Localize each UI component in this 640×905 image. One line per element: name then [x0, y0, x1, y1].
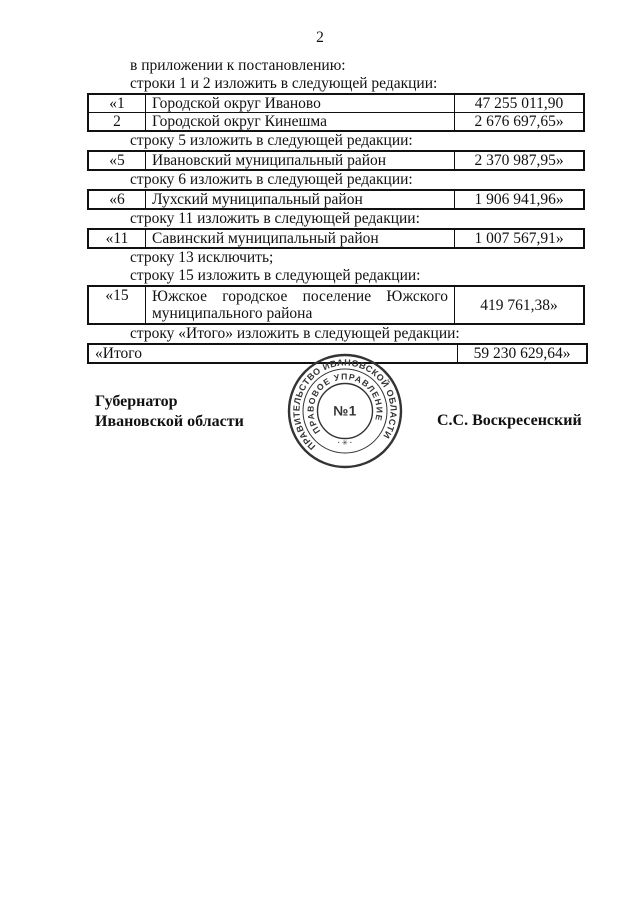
amendment-table-rows-1-2: [87, 93, 585, 132]
row-value-cell: 47 255 011,90: [455, 94, 585, 113]
row-name-cell: Городской округ Иваново: [146, 94, 455, 113]
table-row: [88, 151, 584, 170]
row-number-cell: «15: [88, 286, 146, 324]
amendment-table-row-6: [87, 189, 585, 210]
row-name-cell: Ивановский муниципальный район: [146, 151, 455, 170]
row-value-cell: 419 761,38»: [455, 286, 585, 324]
row-value-cell: 1 007 567,91»: [455, 229, 585, 248]
paragraph-amend-row-15: строку 15 изложить в следующей редакции:: [130, 267, 421, 284]
table-row: [88, 286, 584, 324]
stamp-number: №1: [333, 403, 357, 419]
paragraph-amend-row-6: строку 6 изложить в следующей редакции:: [130, 171, 413, 188]
paragraph-amend-total-row: строку «Итого» изложить в следующей редакции:: [130, 325, 460, 342]
amendment-table-row-5: [87, 150, 585, 171]
row-number-cell: «11: [88, 229, 146, 248]
signature-name: С.С. Воскресенский: [437, 412, 582, 429]
row-value-cell: 2 370 987,95»: [455, 151, 585, 170]
row-number-cell: «1: [88, 94, 146, 113]
row-name-cell: Лухский муниципальный район: [146, 190, 455, 209]
amendment-table-row-11: [87, 228, 585, 249]
table-row: [88, 113, 584, 132]
table-row: [88, 229, 584, 248]
total-label-cell: «Итого: [88, 344, 458, 363]
row-value-cell: 2 676 697,65»: [455, 113, 585, 132]
row-number-cell: «6: [88, 190, 146, 209]
paragraph-exclude-row-13: строку 13 исключить;: [130, 249, 274, 266]
signature-position-line2: Ивановской области: [95, 413, 244, 430]
page-number: 2: [316, 29, 324, 46]
stamp-inner-ring-text: ПРАВОВОЕ УПРАВЛЕНИЕ: [305, 371, 385, 436]
official-round-stamp: [285, 351, 405, 471]
stamp-outer-ring-text: ПРАВИТЕЛЬСТВО ИВАНОВСКОЙ ОБЛАСТИ: [291, 357, 399, 452]
paragraph-amend-rows-1-2: строки 1 и 2 изложить в следующей редакции:: [130, 75, 438, 92]
total-value-cell: 59 230 629,64»: [458, 344, 588, 363]
amendment-table-row-15: [87, 285, 585, 325]
paragraph-amend-row-11: строку 11 изложить в следующей редакции:: [130, 210, 420, 227]
row-number-cell: 2: [88, 113, 146, 132]
row-value-cell: 1 906 941,96»: [455, 190, 585, 209]
table-row: [88, 94, 584, 113]
paragraph-amend-row-5: строку 5 изложить в следующей редакции:: [130, 132, 413, 149]
row-name-cell: Городской округ Кинешма: [146, 113, 455, 132]
signature-position-line1: Губернатор: [95, 393, 178, 410]
signature-position-title: [95, 392, 244, 432]
stamp-bottom-marks: · ✳ ·: [337, 440, 353, 447]
table-row: [88, 190, 584, 209]
row-name-cell: Южское городское поселение Южского муниципального района: [146, 286, 455, 324]
paragraph-intro: в приложении к постановлению:: [130, 57, 346, 74]
row-number-cell: «5: [88, 151, 146, 170]
row-name-cell: Савинский муниципальный район: [146, 229, 455, 248]
